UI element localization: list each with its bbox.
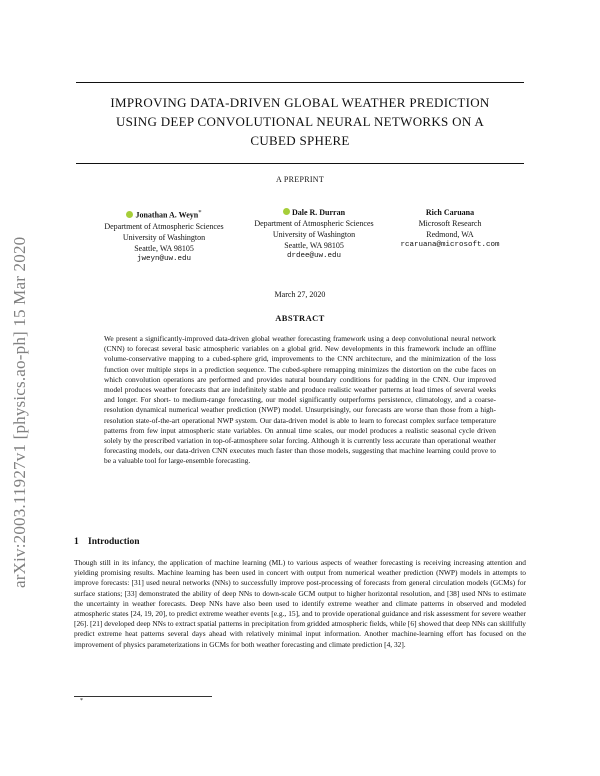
title-line: USING DEEP CONVOLUTIONAL NEURAL NETWORKS ON A [115,114,485,129]
author-email[interactable]: rcaruana@microsoft.com [400,241,500,249]
section-heading [74,537,140,547]
abstract-heading: ABSTRACT [275,313,325,323]
author-department: Microsoft Research [418,219,482,228]
author-name: Jonathan A. Weyn* [84,207,244,221]
author-email[interactable]: jweyn@uw.edu [136,254,191,263]
arxiv-identifier: arXiv:2003.11927v1 [physics.ao-ph] 15 Mar 2020 [10,236,29,588]
author-department: Department of Atmospheric Sciences [104,221,224,231]
publication-date: March 27, 2020 [274,290,326,299]
section-title: Introduction [88,537,140,547]
abstract-text: We present a significantly-improved data-driven global weather forecasting framework using a deep convolutional neural network (CNN) to forecast several basic atmospheric variables on a global grid. New developments in this framework include an offline volume-conservative mapping to a cubed-sphere grid, improvements to the CNN architecture, and the minimization of the loss function over multiple steps in a prediction sequence. The cubed-sphere remapping minimizes the distortion on the cube faces on which convolution operations are performed and provides natural boundary conditions for padding in the CNN. Our improved model produces weather forecasts that are indefinitely stable and produce realistic weather patterns at lead times of several weeks and longer. For short- to medium-range forecasting, our model significantly outperforms persistence, climatology, and a coarse-resolution dynamical numerical weather prediction (NWP) model. Unsurprisingly, our forecasts are worse than those from a high-resolution state-of-the-art operational NWP system. Our data-driven model is able to learn to forecast complex surface temperature patterns from few input atmospheric state variables. On annual time scales, our model produces a realistic seasonal cycle driven solely by the prescribed variation in top-of-atmosphere solar forcing. Although it is currently less accurate than operational weather forecasting models, our data-driven CNN executes much faster than those models, suggesting that machine learning could prove to be a valuable tool for large-ensemble forecasting. [104,334,496,466]
author-organization: University of Washington [272,230,356,239]
introduction-text: Though still in its infancy, the application of machine learning (ML) to various aspects of weather forecasting is receiving increasing attention and yielding promising results. Machine learning has been used in concert with output from numerical weather prediction (NWP) models in attempts to improve forecasts: [31] used neural networks (NNs) to successfully improve post-processing of forecasts from general circulation models (GCMs) for surface stations; [33] demonstrated the ability of deep NNs to down-scale GCM output to higher horizontal resolution, and [38] used NNs to estimate the uncertainty in weather forecasts. Deep NNs have also been used to identify extreme weather and climate patterns in observed and modeled atmospheric states [24, 19, 20], to predict extreme weather events [e.g., 15], and to provide operational guidance and risk assessment for severe weather [26]. [21] developed deep NNs to extract spatial patterns in precipitation from gridded atmospheric fields, while [6] showed that deep NNs can skillfully predict extreme heat patterns several days ahead with relatively minimal input information. Another machine-learning effort has focused on the improvement of physics parameterizations in GCMs for both weather forecasting and climate prediction [4, 32]. [74,558,526,649]
orcid-icon[interactable] [126,211,133,218]
author-organization: University of Washington [122,232,206,242]
author-block-weyn [84,207,244,265]
author-city: Seattle, WA 98105 [284,241,344,250]
title-line: IMPROVING DATA-DRIVEN GLOBAL WEATHER PREDICTION [110,95,490,110]
author-name: Rich Caruana [425,208,475,217]
title-bottom-rule [76,163,524,164]
author-city: Seattle, WA 98105 [134,243,194,253]
preprint-label: A PREPRINT [275,175,325,184]
footnote-mark: * [80,698,83,704]
author-block-caruana [370,207,530,251]
title-line: CUBED SPHERE [250,133,350,148]
footnote-rule [74,696,212,697]
author-department: Department of Atmospheric Sciences [254,219,374,228]
author-name: Dale R. Durran [234,207,394,218]
author-footnote-mark: * [198,209,202,216]
paper-title [76,93,524,150]
author-organization: Redmond, WA [426,230,474,239]
author-email[interactable]: drdee@uw.edu [286,252,341,260]
title-top-rule [76,82,524,83]
orcid-icon[interactable] [283,208,290,215]
section-number: 1 [74,537,79,547]
